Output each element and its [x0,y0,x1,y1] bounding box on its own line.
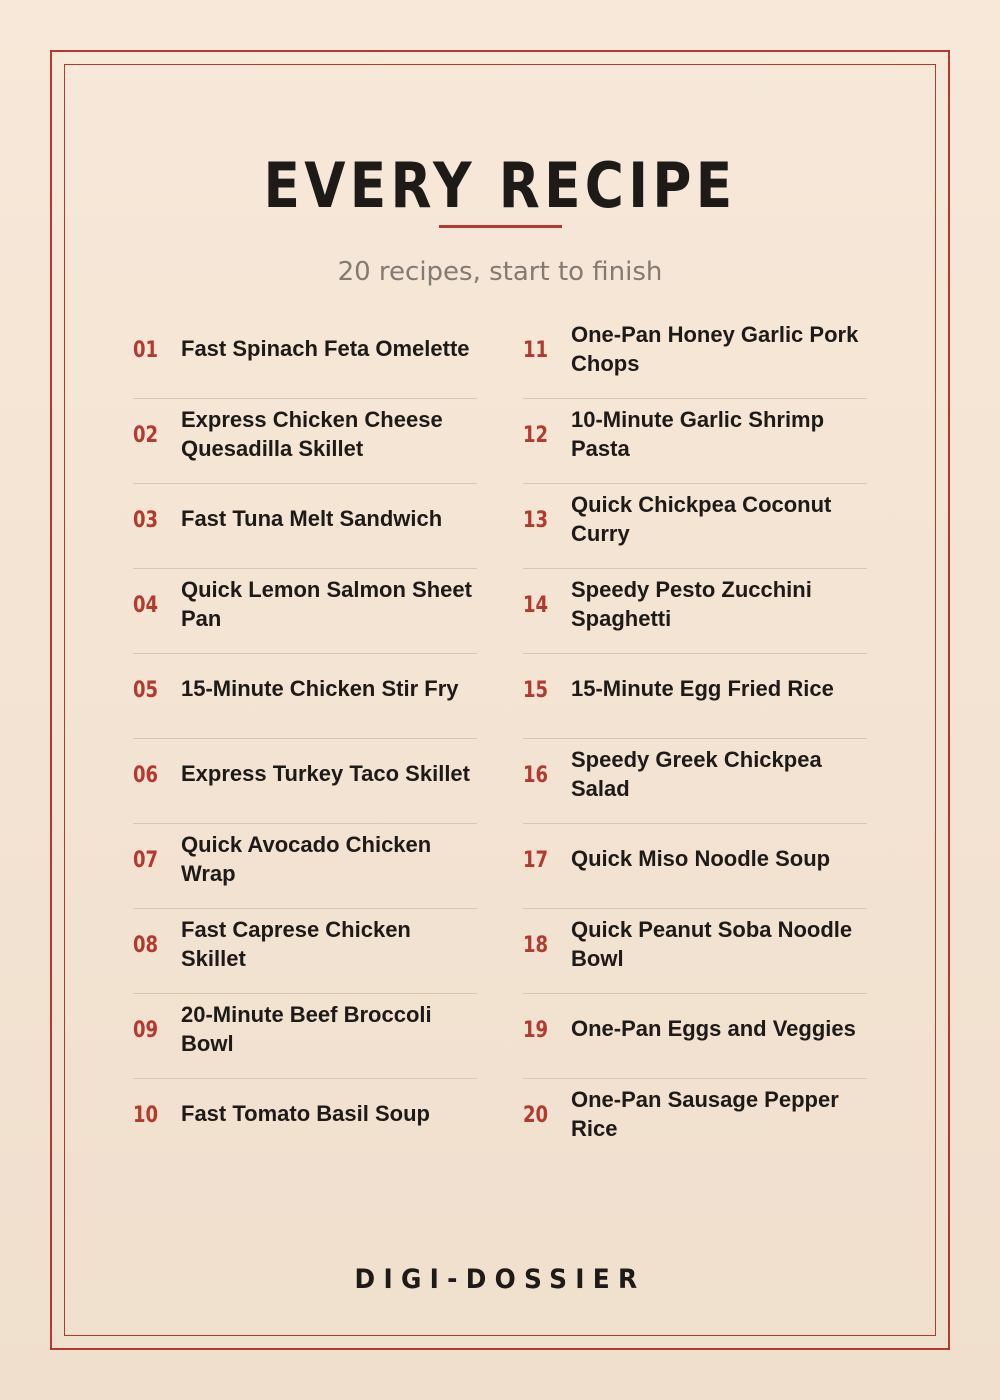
recipe-name: One-Pan Eggs and Veggies [571,1016,856,1041]
recipe-name: Quick Lemon Salmon Sheet Pan [181,576,472,631]
recipe-item [133,994,477,1079]
recipe-name: Fast Tuna Melt Sandwich [181,506,443,531]
recipe-number: 05 [133,678,159,703]
recipe-number: 08 [133,933,159,958]
recipe-number: 09 [133,1018,159,1043]
recipe-item [133,484,477,569]
recipe-number: 11 [523,338,549,363]
recipe-name: One-Pan Honey Garlic Pork Chops [571,321,859,376]
recipe-item [523,994,867,1079]
recipe-name: Fast Tomato Basil Soup [181,1101,430,1126]
recipe-name: Quick Chickpea Coconut Curry [571,491,832,546]
recipe-name: 15-Minute Chicken Stir Fry [181,676,459,701]
recipe-number: 18 [523,933,549,958]
recipe-number: 02 [133,423,159,448]
recipe-name: 10-Minute Garlic Shrimp Pasta [571,406,825,461]
recipe-item [133,569,477,654]
recipe-item [523,399,867,484]
page-title: EVERY RECIPE [263,149,737,222]
recipe-number: 10 [133,1103,159,1128]
recipe-item [523,909,867,994]
recipe-list-right [523,314,867,1164]
recipe-number: 17 [523,848,549,873]
recipe-number: 13 [523,508,549,533]
recipe-name: Speedy Pesto Zucchini Spaghetti [571,576,812,631]
recipe-number: 12 [523,423,549,448]
recipe-name: Fast Caprese Chicken Skillet [181,916,411,971]
recipe-item [133,739,477,824]
recipe-item [523,654,867,739]
recipe-name: Quick Peanut Soba Noodle Bowl [571,916,853,971]
recipe-item [133,909,477,994]
recipe-item [133,314,477,399]
recipe-item [133,654,477,739]
recipe-item [523,314,867,399]
recipe-number: 20 [523,1103,549,1128]
recipe-item [133,399,477,484]
brand-footer: DIGI-DOSSIER [354,1264,646,1295]
recipe-number: 15 [523,678,549,703]
recipe-item [523,824,867,909]
recipe-item [523,739,867,824]
page-subtitle: 20 recipes, start to finish [337,257,663,287]
recipe-number: 06 [133,763,159,788]
recipe-item [523,1079,867,1164]
recipe-name: Express Turkey Taco Skillet [181,761,470,786]
title-underline [439,225,562,228]
recipe-item [523,569,867,654]
recipe-name: Speedy Greek Chickpea Salad [571,746,822,801]
recipe-name: Fast Spinach Feta Omelette [181,336,470,361]
recipe-name: Quick Avocado Chicken Wrap [181,831,432,886]
recipe-list-left [133,314,477,1164]
recipe-number: 14 [523,593,549,618]
recipe-number: 01 [133,338,159,363]
recipe-number: 19 [523,1018,549,1043]
recipe-name: Quick Miso Noodle Soup [571,846,831,871]
recipe-name: 15-Minute Egg Fried Rice [571,676,834,701]
recipe-number: 04 [133,593,159,618]
recipe-item [523,484,867,569]
recipe-item [133,1079,477,1164]
recipe-name: One-Pan Sausage Pepper Rice [571,1086,839,1141]
recipe-number: 16 [523,763,549,788]
recipe-name: Express Chicken Cheese Quesadilla Skillet [181,406,443,461]
recipe-item [133,824,477,909]
recipe-number: 07 [133,848,159,873]
recipe-number: 03 [133,508,159,533]
recipe-name: 20-Minute Beef Broccoli Bowl [181,1001,432,1056]
